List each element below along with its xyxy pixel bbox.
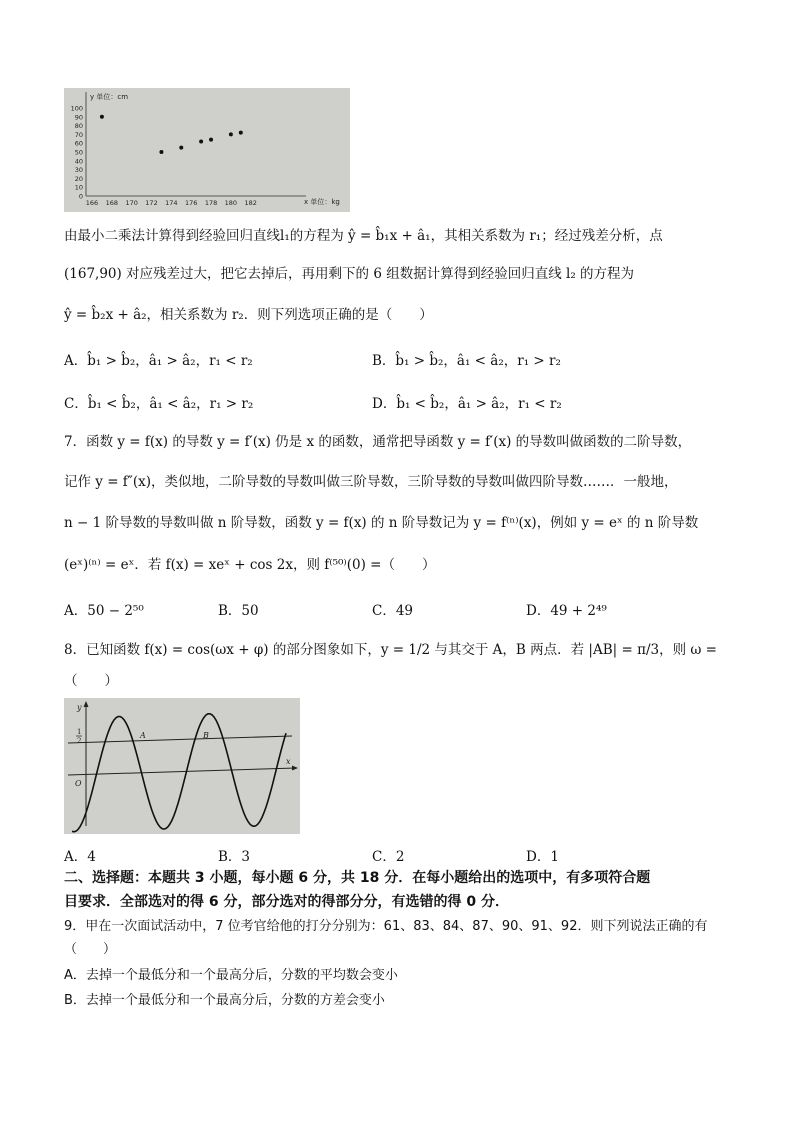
y-tick-label: 50 xyxy=(74,148,83,157)
point-b-label: B xyxy=(203,731,209,740)
x-tick-label: 174 xyxy=(165,199,178,207)
point-a-label: A xyxy=(140,731,146,740)
q8-option-b[interactable]: B．3 xyxy=(218,849,251,865)
scatter-point xyxy=(229,132,233,136)
y-tick-label: 60 xyxy=(74,139,83,148)
half-line xyxy=(68,736,292,743)
scatter-points xyxy=(100,115,243,154)
q7-line3: n − 1 阶导数的导数叫做 n 阶导数，函数 y = f(x) 的 n 阶导数记为 y = f⁽ⁿ⁾(x)，例如 y = eˣ 的 n 阶导数 xyxy=(64,515,699,531)
x-tick-label: 178 xyxy=(204,199,218,207)
scatter-point xyxy=(239,131,243,135)
scatter-point xyxy=(179,146,183,150)
y-axis-name: y xyxy=(77,703,82,712)
y-tick-label: 100 xyxy=(70,104,83,113)
q7-option-a[interactable]: A．50 − 2⁵⁰ xyxy=(64,603,144,619)
x-tick-label: 168 xyxy=(105,199,119,207)
q6-line3: ŷ = b̂₂x + â₂，相关系数为 r₂．则下列选项正确的是（ ） xyxy=(64,307,433,323)
x-tick-label: 176 xyxy=(184,199,198,207)
scatter-axes xyxy=(71,92,306,207)
section2-line2: 目要求．全部选对的得 6 分，部分选对的得部分分，有选错的得 0 分． xyxy=(64,894,509,910)
cosine-curve xyxy=(72,714,286,832)
scatter-point xyxy=(159,150,163,154)
y-half-denominator: 2 xyxy=(77,737,82,745)
y-tick-label: 20 xyxy=(74,174,83,183)
scatter-point xyxy=(100,115,104,119)
q8-line2: （ ） xyxy=(64,673,118,689)
origin-label: O xyxy=(75,779,82,788)
x-tick-label: 166 xyxy=(85,199,99,207)
x-axis-arrow xyxy=(292,766,298,771)
q7-option-c[interactable]: C．49 xyxy=(372,603,414,619)
q6-option-b[interactable]: B．b̂₁ > b̂₂，â₁ < â₂，r₁ > r₂ xyxy=(372,353,561,369)
y-axis-label: y 单位：cm xyxy=(90,93,129,101)
x-tick-label: 170 xyxy=(125,199,138,207)
y-tick-label: 70 xyxy=(74,130,83,139)
y-tick-label: 10 xyxy=(74,183,83,192)
q6-line2: (167,90) 对应残差过大，把它去掉后，再用剩下的 6 组数据计算得到经验回归直线 l₂ 的方程为 xyxy=(64,266,635,282)
y-tick-label: 0 xyxy=(78,192,83,201)
q7-line2: 记作 y = f″(x)，类似地，二阶导数的导数叫做三阶导数，三阶导数的导数叫做四阶导数……．一般地， xyxy=(64,474,678,490)
q7-option-b[interactable]: B．50 xyxy=(218,603,259,619)
y-half-numerator: 1 xyxy=(77,728,82,736)
x-tick-label: 182 xyxy=(244,199,257,207)
q7-line1: 7．函数 y = f(x) 的导数 y = f′(x) 仍是 x 的函数，通常把导函数 y = f′(x) 的导数叫做函数的二阶导数， xyxy=(64,434,692,450)
x-tick-label: 180 xyxy=(224,199,238,207)
section2-line1: 二、选择题：本题共 3 小题，每小题 6 分，共 18 分．在每小题给出的选项中，有多项符合题 xyxy=(64,870,651,886)
y-tick-label: 40 xyxy=(74,157,83,166)
y-tick-label: 30 xyxy=(74,166,83,175)
q6-option-a[interactable]: A．b̂₁ > b̂₂，â₁ > â₂，r₁ < r₂ xyxy=(64,353,253,369)
y-tick-label: 80 xyxy=(74,122,83,131)
q9-option-a[interactable]: A．去掉一个最低分和一个最高分后，分数的平均数会变小 xyxy=(64,968,398,983)
q9-option-b[interactable]: B．去掉一个最低分和一个最高分后，分数的方差会变小 xyxy=(64,993,385,1008)
y-tick-label: 90 xyxy=(74,113,83,122)
q8-option-d[interactable]: D．1 xyxy=(526,849,559,865)
y-axis-arrow xyxy=(84,701,89,707)
x-axis xyxy=(68,768,296,775)
scatter-point xyxy=(209,138,213,142)
scatter-svg xyxy=(64,88,350,212)
x-axis-name: x xyxy=(286,757,291,766)
q6-option-d[interactable]: D．b̂₁ < b̂₂，â₁ > â₂，r₁ < r₂ xyxy=(372,396,562,412)
x-axis-label: x 单位：kg xyxy=(304,198,340,206)
x-tick-label: 172 xyxy=(145,199,158,207)
q6-option-c[interactable]: C．b̂₁ < b̂₂，â₁ < â₂，r₁ > r₂ xyxy=(64,396,254,412)
q8-option-c[interactable]: C．2 xyxy=(372,849,405,865)
cosine-figure xyxy=(64,698,300,834)
scatter-figure xyxy=(64,88,350,212)
q6-line1: 由最小二乘法计算得到经验回归直线l₁的方程为 ŷ = b̂₁x + â₁，其相关系数为 r₁；经过残差分析，点 xyxy=(64,228,663,244)
q8-line1: 8．已知函数 f(x) = cos(ωx + φ) 的部分图象如下，y = 1/2 与其交于 A，B 两点．若 |AB| = π/3，则 ω = xyxy=(64,642,717,658)
scatter-point xyxy=(199,139,203,143)
q7-option-d[interactable]: D．49 + 2⁴⁹ xyxy=(526,603,607,619)
q9-line2: （ ） xyxy=(64,942,117,957)
q7-line4: (eˣ)⁽ⁿ⁾ = eˣ．若 f(x) = xeˣ + cos 2x，则 f⁽⁵⁰⁾(0) =（ ） xyxy=(64,557,436,573)
q8-option-a[interactable]: A．4 xyxy=(64,849,96,865)
cosine-svg xyxy=(64,698,300,834)
q9-line1: 9．甲在一次面试活动中，7 位考官给他的打分分别为：61、83、84、87、90、91、92．则下列说法正确的有 xyxy=(64,919,708,934)
